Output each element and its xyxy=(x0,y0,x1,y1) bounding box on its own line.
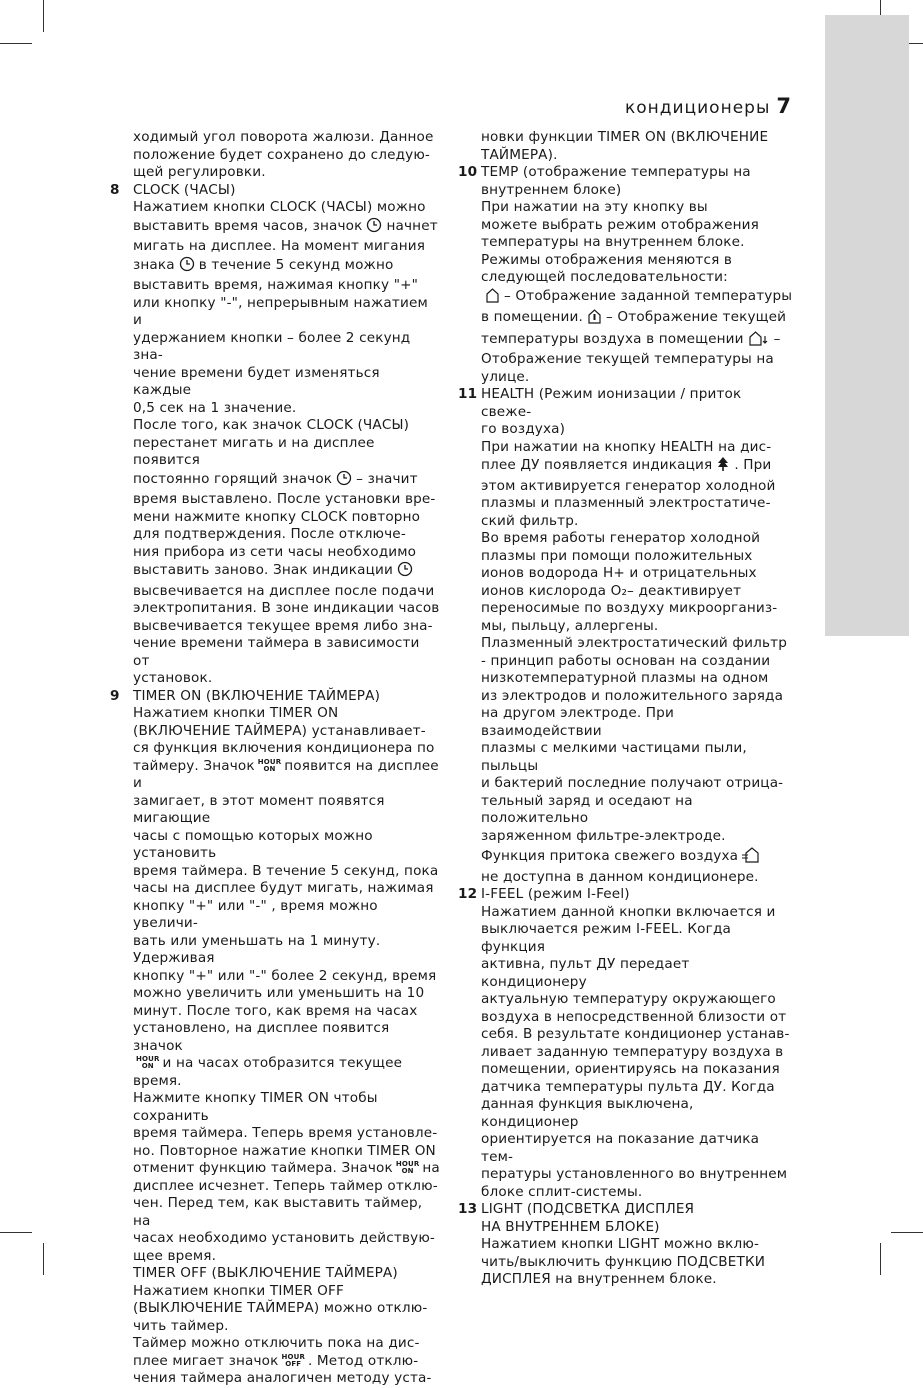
text-span: пературы установленного во внутреннем xyxy=(481,1166,788,1182)
tree-icon xyxy=(716,456,730,478)
crop-mark xyxy=(0,1232,32,1233)
item-text-line xyxy=(481,921,793,956)
text-span: чение времени будет изменяться каждые xyxy=(133,364,380,398)
text-span: отменит функцию таймера. Значок xyxy=(133,1160,393,1176)
item-text-line xyxy=(481,1254,793,1272)
text-span: кнопку "+" или "-" , время можно увеличи- xyxy=(133,897,378,931)
text-span: чен. Перед тем, как выставить таймер, на xyxy=(133,1195,423,1229)
text-span: высвечивается на дисплее после подачи xyxy=(133,582,435,599)
text-span: плее ДУ появляется индикация xyxy=(481,457,713,473)
item-text-line xyxy=(481,199,793,217)
text-span: постоянно горящий значок xyxy=(133,470,333,487)
text-span: плазмы при помощи положительных xyxy=(481,547,753,564)
item-text-line xyxy=(133,1020,440,1055)
text-span: ливает заданную температуру воздуха в xyxy=(481,1043,784,1060)
item-number: 13 xyxy=(458,1201,478,1217)
fresh-air-icon xyxy=(742,845,762,869)
item-text-line xyxy=(481,1131,793,1166)
item-text-line xyxy=(133,1300,440,1318)
text-span: низкотемпературной плазмы на одном xyxy=(481,670,769,686)
item-text-line xyxy=(133,758,440,793)
item-text-line xyxy=(133,491,440,509)
text-span: – xyxy=(773,330,781,347)
item-text-line xyxy=(481,1166,793,1184)
text-span: (ВКЛЮЧЕНИЕ ТАЙМЕРА) устанавливает- xyxy=(133,722,426,739)
item-text-line xyxy=(133,1248,440,1266)
hour-on-icon: HOUR ON xyxy=(136,1055,160,1070)
item-text-line xyxy=(481,456,793,478)
item-text-line xyxy=(481,991,793,1009)
item-title: TEMP (отображение температуры на xyxy=(481,164,751,180)
crop-mark xyxy=(43,0,44,32)
item-title: CLOCK (ЧАСЫ) xyxy=(133,181,236,198)
text-span: ионов водорода H+ и отрицательных xyxy=(481,565,757,581)
item-text-line xyxy=(133,1160,440,1178)
list-item-i-feel xyxy=(458,886,793,1201)
item-text-line xyxy=(133,1055,440,1090)
item-text-line xyxy=(133,1335,440,1353)
text-span: часы с помощью которых можно установить xyxy=(133,827,373,861)
text-span: щее время. xyxy=(133,1247,217,1264)
text-span: Нажатием данной кнопки включается и xyxy=(481,903,776,920)
crop-mark xyxy=(0,43,32,44)
item-text-line xyxy=(481,495,793,513)
item-text-line xyxy=(481,845,793,869)
item-text-line xyxy=(481,793,793,828)
item-text-line xyxy=(133,933,440,968)
text-span: можете выбрать режим отображения xyxy=(481,216,759,233)
right-column xyxy=(458,129,793,1289)
item-text-line xyxy=(133,583,440,601)
item-text-line xyxy=(133,238,440,256)
text-span: воздуха в непосредственной близости от xyxy=(481,1008,787,1025)
item-text-line xyxy=(133,1143,440,1161)
text-span: следующей последовательности: xyxy=(481,269,728,285)
item-text-line xyxy=(133,217,440,239)
text-span: После того, как значок CLOCK (ЧАСЫ) xyxy=(133,417,410,433)
text-span: - принцип работы основан на создании xyxy=(481,652,771,669)
text-span: ориентируется на показание датчика тем- xyxy=(481,1131,760,1165)
text-span: замигает, в этот момент появятся мигающие xyxy=(133,792,385,826)
item-text-line xyxy=(133,1178,440,1196)
clock-icon xyxy=(179,256,195,278)
text-span: в помещении. xyxy=(481,309,584,325)
text-span: заряженном фильтре-электроде. xyxy=(481,827,726,844)
text-span: . При xyxy=(734,457,772,473)
item-text-line xyxy=(481,530,793,548)
item-text-line xyxy=(133,635,440,670)
hour-off-icon: HOUR OFF xyxy=(281,1352,305,1368)
text-span: время таймера. В течение 5 секунд, пока xyxy=(133,862,439,879)
item-text-line xyxy=(481,565,793,583)
clock-icon xyxy=(397,561,413,583)
text-span: выставить заново. Знак индикации xyxy=(133,562,393,578)
text-span: ДИСПЛЕЯ на внутреннем блоке. xyxy=(481,1271,717,1287)
house-down-icon xyxy=(748,330,770,352)
item-text-line xyxy=(481,1079,793,1097)
text-span: кнопку "+" или "-" более 2 секунд, время xyxy=(133,967,437,984)
text-span: чить таймер. xyxy=(133,1317,229,1334)
item-text-line xyxy=(481,869,793,887)
text-span: мени нажмите кнопку CLOCK повторно xyxy=(133,508,421,525)
item-text-line xyxy=(481,583,793,601)
intro-line: ТАЙМЕРА). xyxy=(481,146,558,163)
item-text-line xyxy=(481,439,793,457)
crop-mark xyxy=(891,1232,923,1233)
item-text-line xyxy=(133,863,440,881)
text-span: (ВЫКЛЮЧЕНИЕ ТАЙМЕРА) можно отклю- xyxy=(133,1300,428,1316)
item-text-line xyxy=(133,1353,440,1371)
section-tab xyxy=(825,15,909,636)
text-span: – Отображение текущей xyxy=(606,309,787,325)
item-text-line xyxy=(133,561,440,583)
item-text-line xyxy=(481,217,793,235)
item-text-line xyxy=(481,1184,793,1202)
item-text-line xyxy=(133,1003,440,1021)
text-span: TIMER OFF (ВЫКЛЮЧЕНИЕ ТАЙМЕРА) xyxy=(133,1265,398,1281)
item-text-line xyxy=(133,1370,440,1388)
item-text-line xyxy=(481,1061,793,1079)
thermometer-icon xyxy=(587,308,602,330)
text-span: выставить время часов, значок xyxy=(133,217,363,234)
text-span: мы, пыльцу, аллергены. xyxy=(481,617,659,634)
text-span: помещении, ориентируясь на показания xyxy=(481,1061,780,1077)
item-text-line xyxy=(481,828,793,846)
item-text-line xyxy=(133,880,440,898)
text-span: появится на дисплее и xyxy=(133,757,439,791)
item-text-line xyxy=(481,635,793,653)
text-span: часах необходимо установить действую- xyxy=(133,1230,435,1246)
clock-icon xyxy=(366,217,382,239)
item-text-line xyxy=(133,1195,440,1230)
item-text-line xyxy=(481,653,793,671)
house-icon xyxy=(485,287,500,309)
item-text-line xyxy=(481,600,793,618)
item-number: 8 xyxy=(110,181,120,198)
item-text-line xyxy=(481,904,793,922)
item-text-line xyxy=(481,351,793,369)
list-item-clock xyxy=(110,182,440,688)
text-span: этом активируется генератор холодной xyxy=(481,477,776,494)
item-text-line xyxy=(133,400,440,418)
item-text-line xyxy=(133,985,440,1003)
item-text-line xyxy=(481,618,793,636)
item-text-line xyxy=(481,330,793,352)
text-span: – значит xyxy=(356,470,418,487)
item-text-line xyxy=(133,618,440,636)
text-span: таймеру. Значок xyxy=(133,757,255,774)
item-text-line xyxy=(481,252,793,270)
item-text-line xyxy=(481,705,793,740)
item-text-line xyxy=(481,369,793,387)
text-span: выключается режим I-FEEL. Когда функция xyxy=(481,921,731,955)
item-text-line xyxy=(133,1230,440,1248)
text-span: Функция притока свежего воздуха xyxy=(481,848,739,864)
item-text-line xyxy=(133,277,440,295)
text-span: улице. xyxy=(481,368,530,385)
text-span: Нажатием кнопки TIMER ON xyxy=(133,705,339,721)
text-span: дисплее исчезнет. Теперь таймер отклю- xyxy=(133,1177,438,1194)
list-item-health xyxy=(458,386,793,886)
item-text-line xyxy=(481,1236,793,1254)
crop-mark xyxy=(43,1243,44,1275)
item-text-line xyxy=(133,526,440,544)
list-item-temp xyxy=(458,164,793,386)
item-title: LIGHT (ПОДСВЕТКА ДИСПЛЕЯ xyxy=(481,1201,695,1217)
text-span: Таймер можно отключить пока на дис- xyxy=(133,1335,420,1351)
item-text-line xyxy=(133,470,440,492)
text-span: датчика температуры пульта ДУ. Когда xyxy=(481,1078,775,1095)
text-span: ский фильтр. xyxy=(481,512,579,529)
text-span: мигать на дисплее. На момент мигания xyxy=(133,238,426,254)
text-span: но. Повторное нажатие кнопки TIMER ON xyxy=(133,1142,436,1159)
item-text-line xyxy=(133,435,440,470)
hour-on-icon: HOUR ON xyxy=(395,1160,420,1175)
page-header xyxy=(625,94,792,118)
text-span: Нажатием кнопки LIGHT можно вклю- xyxy=(481,1236,760,1252)
item-text-line xyxy=(481,308,793,330)
item-text-line xyxy=(133,256,440,278)
text-span: Нажатием кнопки TIMER OFF xyxy=(133,1282,344,1299)
text-span: ния прибора из сети часы необходимо xyxy=(133,543,417,560)
item-text-line xyxy=(133,509,440,527)
item-text-line xyxy=(133,330,440,365)
text-span: время таймера. Теперь время установле- xyxy=(133,1125,438,1141)
item-title: TIMER ON (ВКЛЮЧЕНИЕ ТАЙМЕРА) xyxy=(133,687,381,704)
text-span: плазмы и плазменный электростатиче- xyxy=(481,495,771,511)
item-text-line xyxy=(481,1096,793,1131)
item-text-line xyxy=(133,968,440,986)
item-text-line xyxy=(481,956,793,991)
text-span: и на часах отобразится текущее время. xyxy=(133,1055,403,1089)
text-span: – Отображение заданной температуры xyxy=(504,287,793,304)
item-text-line xyxy=(481,775,793,793)
crop-mark xyxy=(880,1243,881,1275)
clock-icon xyxy=(336,470,352,492)
text-span: температуры воздуха в помещении xyxy=(481,330,744,347)
hour-on-icon: HOUR ON xyxy=(257,757,282,773)
text-span: активна, пульт ДУ передает кондиционеру xyxy=(481,956,690,990)
item-text-line xyxy=(133,828,440,863)
item-title: HEALTH (Режим ионизации / приток свеже- xyxy=(481,386,742,420)
text-span: блоке сплит-системы. xyxy=(481,1183,643,1200)
text-span: чения таймера аналогичен методу уста- xyxy=(133,1370,432,1386)
item-text-line xyxy=(133,898,440,933)
item-text-line xyxy=(481,287,793,309)
item-text-line xyxy=(481,548,793,566)
item-text-line xyxy=(133,295,440,330)
text-span: на другом электроде. При взаимодействии xyxy=(481,705,674,739)
text-span: Нажмите кнопку TIMER ON чтобы сохранить xyxy=(133,1090,378,1124)
item-text-line xyxy=(133,1283,440,1301)
text-span: установлено, на дисплее появится значок xyxy=(133,1020,390,1054)
header-title: кондиционеры xyxy=(624,98,771,118)
list-item-light xyxy=(458,1201,793,1289)
item-text-line xyxy=(133,1125,440,1143)
intro-line: ходимый угол поворота жалюзи. Данное xyxy=(133,129,434,145)
item-text-line xyxy=(133,723,440,741)
item-text-line xyxy=(481,1271,793,1289)
text-span: При нажатии на кнопку HEALTH на дис- xyxy=(481,438,772,455)
item-number: 12 xyxy=(458,886,478,902)
item-text-line xyxy=(481,269,793,287)
text-span: Отображение текущей температуры на xyxy=(481,351,774,367)
item-text-line xyxy=(481,234,793,252)
item-text-line xyxy=(133,600,440,618)
item-text-line xyxy=(481,740,793,775)
intro-line: щей регулировки. xyxy=(133,164,266,180)
list-item-timer xyxy=(110,688,440,1388)
text-span: удержанием кнопки – более 2 секунд зна- xyxy=(133,329,411,363)
text-span: вать или уменьшать на 1 минуту. Удерживая xyxy=(133,932,381,966)
text-span: время выставлено. После установки вре- xyxy=(133,491,436,507)
text-span: знака xyxy=(133,256,175,273)
item-text-line xyxy=(481,688,793,706)
text-span: чить/выключить функцию ПОДСВЕТКИ xyxy=(481,1253,766,1270)
intro-line: положение будет сохранено до следую- xyxy=(133,146,430,163)
text-span: для подтверждения. После отключе- xyxy=(133,526,406,542)
text-span: ся функция включения кондиционера по xyxy=(133,740,435,756)
item-title: I-FEEL (режим I-Feel) xyxy=(481,886,630,902)
text-span: установок. xyxy=(133,670,213,686)
item-title: внутреннем блоке) xyxy=(481,181,622,198)
item-text-line xyxy=(481,1009,793,1027)
text-span: тельный заряд и оседают на положительно xyxy=(481,792,693,826)
text-span: часы на дисплее будут мигать, нажимая xyxy=(133,880,434,896)
page-number: 7 xyxy=(776,94,792,118)
text-span: Режимы отображения меняются в xyxy=(481,251,733,268)
item-number: 10 xyxy=(458,164,478,180)
text-span: При нажатии на эту кнопку вы xyxy=(481,199,708,215)
item-text-line xyxy=(481,478,793,496)
item-text-line xyxy=(133,705,440,723)
item-text-line xyxy=(133,793,440,828)
item-text-line xyxy=(133,740,440,758)
left-column xyxy=(110,129,440,1388)
item-text-line xyxy=(481,1044,793,1062)
text-span: на xyxy=(422,1160,440,1176)
text-span: и бактерий последние получают отрица- xyxy=(481,775,784,791)
text-span: . Метод отклю- xyxy=(307,1352,419,1369)
text-span: себя. В результате кондиционер устанав- xyxy=(481,1026,790,1042)
text-span: переносимые по воздуху микроорганиз- xyxy=(481,600,778,616)
item-text-line xyxy=(133,670,440,688)
text-span: в течение 5 секунд можно xyxy=(198,256,394,273)
text-span: температуры на внутреннем блоке. xyxy=(481,234,745,250)
text-span: из электродов и положительного заряда xyxy=(481,687,784,704)
item-text-line xyxy=(481,513,793,531)
item-number: 9 xyxy=(110,687,120,704)
item-text-line xyxy=(133,417,440,435)
text-span: плее мигает значок xyxy=(133,1352,279,1369)
item-text-line xyxy=(133,199,440,217)
text-span: перестанет мигать и на дисплее появится xyxy=(133,434,375,468)
item-title: го воздуха) xyxy=(481,421,566,437)
text-span: электропитания. В зоне индикации часов xyxy=(133,600,440,616)
text-span: начнет xyxy=(386,217,438,234)
item-text-line xyxy=(133,365,440,400)
text-span: можно увеличить или уменьшить на 10 xyxy=(133,985,425,1001)
item-text-line xyxy=(133,544,440,562)
item-text-line xyxy=(481,1026,793,1044)
item-number: 11 xyxy=(458,386,478,402)
text-span: минут. После того, как время на часах xyxy=(133,1002,418,1019)
text-span: 0,5 сек на 1 значение. xyxy=(133,399,297,416)
text-span: не доступна в данном кондиционере. xyxy=(481,868,759,885)
text-span: выставить время, нажимая кнопку "+" xyxy=(133,277,419,293)
item-text-line xyxy=(133,1265,440,1283)
item-text-line xyxy=(481,670,793,688)
text-span: плазмы с мелкими частицами пыли, пыльцы xyxy=(481,740,747,774)
text-span: чение времени таймера в зависимости от xyxy=(133,635,420,669)
text-span: Во время работы генератор холодной xyxy=(481,530,761,546)
item-text-line xyxy=(133,1318,440,1336)
text-span: Плазменный электростатический фильтр xyxy=(481,635,787,651)
text-span: Нажатием кнопки CLOCK (ЧАСЫ) можно xyxy=(133,199,426,215)
text-span: или кнопку "-", непрерывным нажатием и xyxy=(133,294,428,328)
item-title: НА ВНУТРЕННЕМ БЛОКЕ) xyxy=(481,1218,660,1235)
text-span: актуальную температуру окружающего xyxy=(481,991,776,1007)
text-span: данная функция выключена, кондиционер xyxy=(481,1096,694,1130)
item-text-line xyxy=(133,1090,440,1125)
text-span: высвечивается текущее время либо зна- xyxy=(133,617,433,634)
text-span: ионов кислорода O₂– деактивирует xyxy=(481,582,742,599)
intro-line: новки функции TIMER ON (ВКЛЮЧЕНИЕ xyxy=(481,129,769,145)
